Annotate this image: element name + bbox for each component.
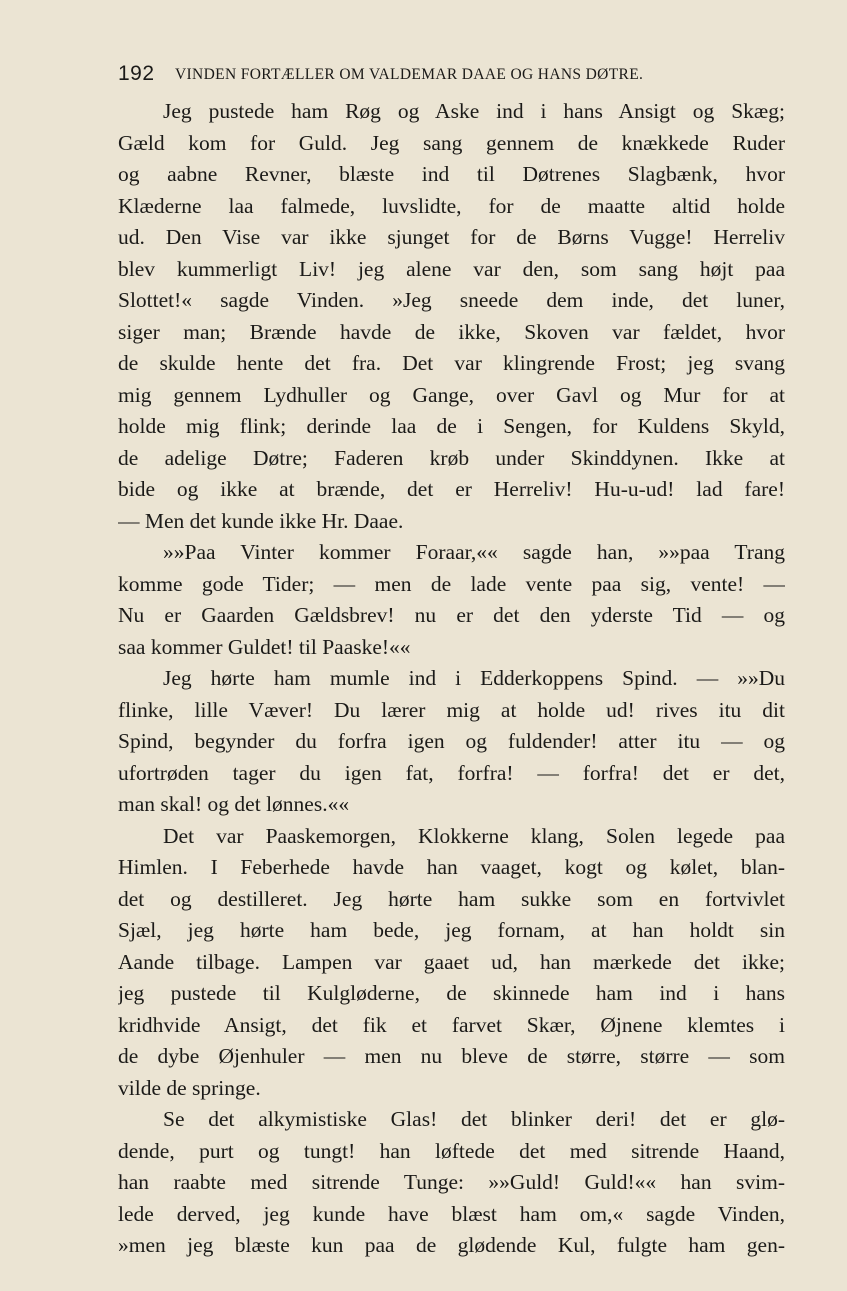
running-head bbox=[118, 61, 738, 87]
text-line: komme gode Tider; — men de lade vente paa sig, vente! — bbox=[118, 571, 785, 596]
text-line: de adelige Døtre; Faderen krøb under Skinddynen. Ikke at bbox=[118, 445, 785, 470]
text-line: Gæld kom for Guld. Jeg sang gennem de knækkede Ruder bbox=[118, 130, 785, 155]
text-line: kridhvide Ansigt, det fik et farvet Skær, Øjnene klemtes i bbox=[118, 1012, 785, 1037]
text-line: flinke, lille Væver! Du lærer mig at holde ud! rives itu dit bbox=[118, 697, 785, 722]
text-line: Jeg pustede ham Røg og Aske ind i hans Ansigt og Skæg; bbox=[163, 99, 785, 123]
text-line: Jeg hørte ham mumle ind i Edderkoppens Spind. — »»Du bbox=[163, 666, 785, 690]
text-line: holde mig flink; derinde laa de i Sengen, for Kuldens Skyld, bbox=[118, 414, 785, 438]
page-number: 192 bbox=[118, 62, 155, 85]
text-line: han raabte med sitrende Tunge: »»Guld! Guld!«« han svim- bbox=[118, 1170, 785, 1194]
text-line: Klæderne laa falmede, luvslidte, for de maatte altid holde bbox=[118, 193, 785, 218]
text-line: »men jeg blæste kun paa de glødende Kul, fulgte ham gen- bbox=[118, 1233, 785, 1257]
text-line: ufortrøden tager du igen fat, forfra! — forfra! det er det, bbox=[118, 760, 785, 785]
text-line: »»Paa Vinter kommer Foraar,«« sagde han, »»paa Trang bbox=[163, 540, 785, 564]
text-line: de skulde hente det fra. Det var klingrende Frost; jeg svang bbox=[118, 351, 785, 375]
text-line: Himlen. I Feberhede havde han vaaget, kogt og kølet, blan- bbox=[118, 855, 785, 879]
text-line: de dybe Øjenhuler — men nu bleve de større, større — som bbox=[118, 1044, 785, 1068]
text-line: jeg pustede til Kulgløderne, de skinnede ham ind i hans bbox=[118, 981, 785, 1005]
text-line: Aande tilbage. Lampen var gaaet ud, han mærkede det ikke; bbox=[118, 949, 785, 974]
text-line: det og destilleret. Jeg hørte ham sukke som en fortvivlet bbox=[118, 886, 785, 911]
text-line: Slottet!« sagde Vinden. »Jeg sneede dem inde, det luner, bbox=[118, 288, 785, 312]
text-line: og aabne Revner, blæste ind til Døtrenes Slagbænk, hvor bbox=[118, 162, 785, 186]
text-line: saa kommer Guldet! til Paaske!«« bbox=[118, 634, 411, 659]
text-line: siger man; Brænde havde de ikke, Skoven var fældet, hvor bbox=[118, 319, 785, 344]
text-line: Spind, begynder du forfra igen og fuldender! atter itu — og bbox=[118, 729, 785, 753]
text-line: Sjæl, jeg hørte ham bede, jeg fornam, at han holdt sin bbox=[118, 918, 785, 942]
text-line: dende, purt og tungt! han løftede det med sitrende Haand, bbox=[118, 1138, 785, 1163]
text-line: lede derved, jeg kunde have blæst ham om,« sagde Vinden, bbox=[118, 1201, 785, 1226]
text-line: bide og ikke at brænde, det er Herreliv! Hu-u-ud! lad fare! bbox=[118, 477, 785, 501]
text-line: man skal! og det lønnes.«« bbox=[118, 792, 350, 816]
text-line: blev kummerligt Liv! jeg alene var den, som sang højt paa bbox=[118, 256, 785, 281]
body-text bbox=[118, 96, 785, 1262]
text-line: — Men det kunde ikke Hr. Daae. bbox=[118, 508, 404, 533]
text-line: Nu er Gaarden Gældsbrev! nu er det den yderste Tid — og bbox=[118, 603, 785, 627]
running-title: VINDEN FORTÆLLER OM VALDEMAR DAAE OG HANS DØTRE. bbox=[175, 66, 644, 83]
text-line: Se det alkymistiske Glas! det blinker deri! det er glø- bbox=[163, 1107, 785, 1131]
text-line: mig gennem Lydhuller og Gange, over Gavl og Mur for at bbox=[118, 382, 785, 407]
text-line: Det var Paaskemorgen, Klokkerne klang, Solen legede paa bbox=[163, 823, 785, 848]
text-line: ud. Den Vise var ikke sjunget for de Børns Vugge! Herreliv bbox=[118, 225, 785, 249]
text-line: vilde de springe. bbox=[118, 1075, 261, 1100]
